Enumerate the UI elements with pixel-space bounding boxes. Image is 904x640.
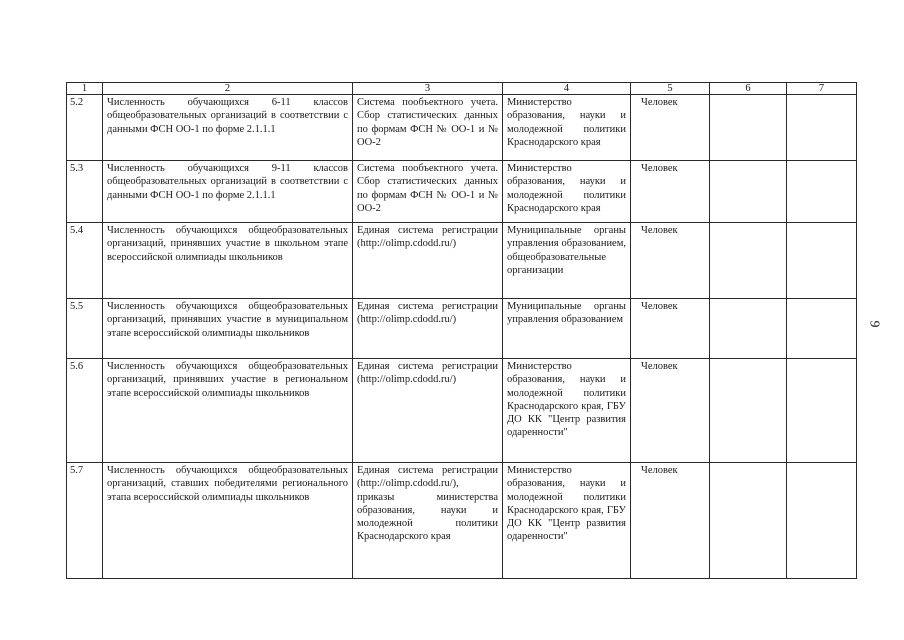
- responsible-cell: Министерство образования, науки и молодежной политики Краснодарского края: [503, 161, 631, 223]
- col-header-3: 3: [353, 83, 503, 95]
- col-header-5: 5: [631, 83, 710, 95]
- source-cell: Система пообъектного учета. Сбор статистических данных по формам ФСН № ОО-1 и № ОО-2: [353, 95, 503, 161]
- empty-cell: [710, 299, 787, 359]
- empty-cell: [710, 223, 787, 299]
- source-cell: Единая система регистрации (http://olimp.cdodd.ru/): [353, 223, 503, 299]
- empty-cell: [787, 299, 857, 359]
- responsible-cell: Министерство образования, науки и молодежной политики Краснодарского края: [503, 95, 631, 161]
- source-cell: Единая система регистрации (http://olimp.cdodd.ru/), приказы министерства образования, науки и молодежной политики Краснодарского края: [353, 463, 503, 579]
- unit-cell: Человек: [631, 161, 710, 223]
- table-row: [67, 223, 857, 299]
- table-row: [67, 299, 857, 359]
- table-row: [67, 463, 857, 579]
- table-row: [67, 359, 857, 463]
- empty-cell: [710, 161, 787, 223]
- unit-cell: Человек: [631, 463, 710, 579]
- unit-cell: Человек: [631, 299, 710, 359]
- table-row: [67, 161, 857, 223]
- empty-cell: [787, 463, 857, 579]
- source-cell: Система пообъектного учета. Сбор статистических данных по формам ФСН № ОО-1 и № ОО-2: [353, 161, 503, 223]
- row-number: 5.2: [67, 95, 103, 161]
- empty-cell: [787, 161, 857, 223]
- unit-cell: Человек: [631, 359, 710, 463]
- responsible-cell: Министерство образования, науки и молодежной политики Краснодарского края, ГБУ ДО КК "Центр развития одаренности": [503, 463, 631, 579]
- indicator-cell: Численность обучающихся общеобразовательных организаций, принявших участие в региональном этапе всероссийской олимпиады школьников: [103, 359, 353, 463]
- indicators-table: [66, 82, 857, 579]
- empty-cell: [710, 359, 787, 463]
- row-number: 5.3: [67, 161, 103, 223]
- row-number: 5.4: [67, 223, 103, 299]
- source-cell: Единая система регистрации (http://olimp.cdodd.ru/): [353, 359, 503, 463]
- indicator-cell: Численность обучающихся 6-11 классов общеобразовательных организаций в соответствии с данными ФСН ОО-1 по форме 2.1.1.1: [103, 95, 353, 161]
- page-number: 9: [866, 320, 882, 328]
- indicator-cell: Численность обучающихся общеобразовательных организаций, принявших участие в муниципальном этапе всероссийской олимпиады школьников: [103, 299, 353, 359]
- col-header-6: 6: [710, 83, 787, 95]
- responsible-cell: Министерство образования, науки и молодежной политики Краснодарского края, ГБУ ДО КК "Центр развития одаренности": [503, 359, 631, 463]
- col-header-2: 2: [103, 83, 353, 95]
- unit-cell: Человек: [631, 223, 710, 299]
- table-row: [67, 95, 857, 161]
- empty-cell: [787, 95, 857, 161]
- unit-cell: Человек: [631, 95, 710, 161]
- col-header-1: 1: [67, 83, 103, 95]
- indicator-cell: Численность обучающихся общеобразовательных организаций, ставших победителями регионального этапа всероссийской олимпиады школьников: [103, 463, 353, 579]
- responsible-cell: Муниципальные органы управления образованием: [503, 299, 631, 359]
- row-number: 5.6: [67, 359, 103, 463]
- indicator-cell: Численность обучающихся 9-11 классов общеобразовательных организаций в соответствии с данными ФСН ОО-1 по форме 2.1.1.1: [103, 161, 353, 223]
- empty-cell: [710, 95, 787, 161]
- indicator-cell: Численность обучающихся общеобразовательных организаций, принявших участие в школьном этапе всероссийской олимпиады школьников: [103, 223, 353, 299]
- source-cell: Единая система регистрации (http://olimp.cdodd.ru/): [353, 299, 503, 359]
- col-header-4: 4: [503, 83, 631, 95]
- empty-cell: [787, 359, 857, 463]
- empty-cell: [787, 223, 857, 299]
- empty-cell: [710, 463, 787, 579]
- table-header-row: [67, 83, 857, 95]
- responsible-cell: Муниципальные органы управления образованием, общеобразовательные организации: [503, 223, 631, 299]
- row-number: 5.5: [67, 299, 103, 359]
- row-number: 5.7: [67, 463, 103, 579]
- col-header-7: 7: [787, 83, 857, 95]
